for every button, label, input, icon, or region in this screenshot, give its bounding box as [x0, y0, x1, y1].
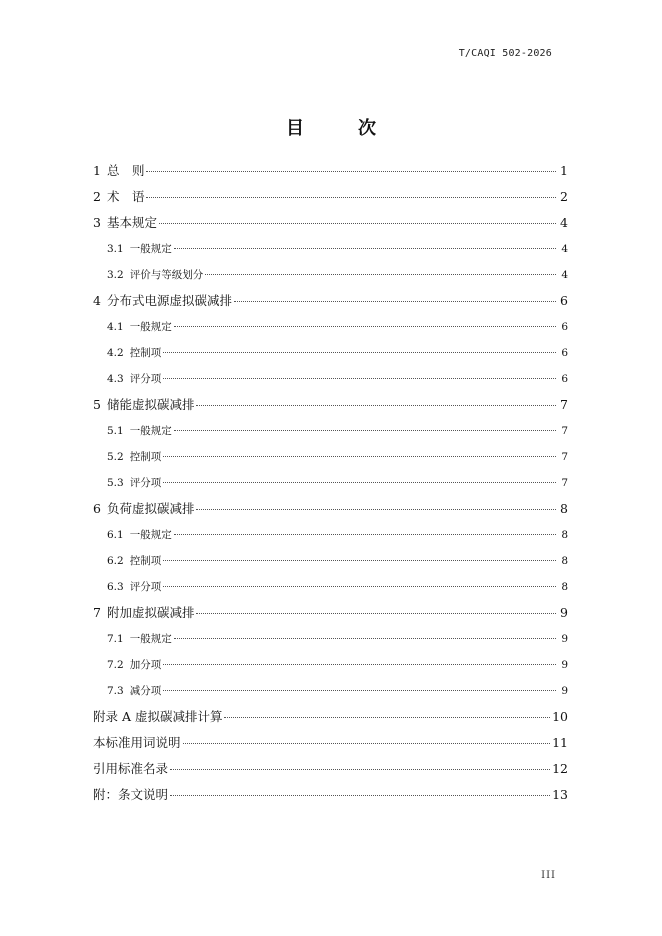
toc-entry-page: 8	[561, 581, 568, 593]
toc-entry-title: 评分项	[129, 477, 162, 489]
toc-entry-page: 8	[560, 501, 568, 516]
toc-entry[interactable]	[93, 262, 568, 288]
document-code: T/CAQI 502-2026	[458, 48, 552, 59]
dot-leader	[174, 638, 556, 639]
dot-leader	[174, 534, 556, 535]
toc-entry-number: 4.1	[107, 321, 124, 333]
toc-entry-title: 基本规定	[106, 215, 157, 230]
dot-leader	[224, 717, 550, 718]
toc-entry-page: 9	[561, 685, 568, 697]
toc-entry[interactable]	[93, 184, 568, 210]
toc-entry-page: 1	[560, 163, 568, 178]
toc-entry-title: 储能虚拟碳减排	[106, 397, 195, 412]
toc-entry[interactable]	[93, 704, 568, 730]
toc-entry[interactable]	[93, 496, 568, 522]
dot-leader	[174, 248, 556, 249]
toc-title: 目 次	[286, 118, 394, 139]
toc-entry[interactable]	[93, 548, 568, 574]
dot-leader	[163, 664, 556, 665]
toc-entry-page: 9	[561, 633, 568, 645]
toc-entry-title: 本标准用词说明	[93, 735, 181, 750]
toc-entry-number: 7.1	[107, 633, 124, 645]
toc-entry-number: 3	[93, 215, 101, 230]
toc-entry-number: 7.3	[107, 685, 124, 697]
toc-entry[interactable]	[93, 418, 568, 444]
toc-entry-page: 6	[561, 347, 568, 359]
toc-entry[interactable]	[93, 470, 568, 496]
dot-leader	[163, 482, 556, 483]
toc-entry[interactable]	[93, 366, 568, 392]
toc-entry-title: 控制项	[129, 451, 162, 463]
toc-entry-number: 6.1	[107, 529, 124, 541]
toc-entry-page: 13	[552, 787, 568, 802]
dot-leader	[196, 405, 556, 406]
toc-entry-page: 11	[552, 735, 568, 750]
toc-entry-number: 4	[93, 293, 101, 308]
toc-entry-title: 一般规定	[129, 321, 172, 333]
toc-entry-number: 7.2	[107, 659, 124, 671]
toc-entry[interactable]	[93, 756, 568, 782]
dot-leader	[170, 795, 550, 796]
toc-entry-page: 8	[561, 529, 568, 541]
toc-entry-number: 6.2	[107, 555, 124, 567]
dot-leader	[163, 586, 556, 587]
toc-entry-title: 控制项	[129, 555, 162, 567]
toc-entry-title: 评分项	[129, 373, 162, 385]
toc-entry-page: 4	[561, 269, 568, 281]
dot-leader	[196, 613, 556, 614]
toc-entry[interactable]	[93, 730, 568, 756]
toc-entry[interactable]	[93, 782, 568, 808]
dot-leader	[174, 326, 556, 327]
toc-entry-title: 负荷虚拟碳减排	[106, 501, 195, 516]
toc-entry-title: 附录 A 虚拟碳减排计算	[93, 709, 223, 724]
toc-entry-number: 4.3	[107, 373, 124, 385]
toc-entry-number: 5	[93, 397, 101, 412]
toc-entry-number: 2	[93, 189, 101, 204]
toc-entry-page: 4	[561, 243, 568, 255]
toc-entry[interactable]	[93, 236, 568, 262]
toc-entry-number: 6	[93, 501, 101, 516]
toc-entry-title: 一般规定	[129, 633, 172, 645]
toc-entry-page: 7	[561, 425, 568, 437]
dot-leader	[205, 274, 556, 275]
toc-entry-number: 3.2	[107, 269, 124, 281]
toc-entry-page: 10	[552, 709, 568, 724]
toc-entry-title: 控制项	[129, 347, 162, 359]
toc-entry-title: 减分项	[129, 685, 162, 697]
toc-entry[interactable]	[93, 314, 568, 340]
toc-entry[interactable]	[93, 522, 568, 548]
dot-leader	[196, 509, 556, 510]
toc-entry-title: 评分项	[129, 581, 162, 593]
toc-entry[interactable]	[93, 626, 568, 652]
toc-entry-title: 附加虚拟碳减排	[106, 605, 195, 620]
toc-entry-page: 7	[561, 451, 568, 463]
toc-entry[interactable]	[93, 444, 568, 470]
toc-entry[interactable]	[93, 574, 568, 600]
toc-entry-title: 引用标准名录	[93, 761, 169, 776]
dot-leader	[163, 352, 556, 353]
toc-entry-number: 1	[93, 163, 101, 178]
toc-entry-number: 5.3	[107, 477, 124, 489]
dot-leader	[163, 378, 556, 379]
toc-entry-title: 加分项	[129, 659, 162, 671]
toc-entry-title: 一般规定	[129, 425, 172, 437]
toc-entry-title: 总 则	[106, 163, 145, 178]
toc-entry-page: 2	[560, 189, 568, 204]
dot-leader	[146, 197, 556, 198]
toc-entry-page: 6	[561, 321, 568, 333]
toc-entry[interactable]	[93, 288, 568, 314]
toc-entry-number: 6.3	[107, 581, 124, 593]
toc-entry[interactable]	[93, 652, 568, 678]
dot-leader	[159, 223, 556, 224]
toc-entry[interactable]	[93, 158, 568, 184]
toc-entry-page: 9	[560, 605, 568, 620]
dot-leader	[146, 171, 556, 172]
dot-leader	[183, 743, 551, 744]
dot-leader	[163, 690, 556, 691]
toc-entry-page: 6	[561, 373, 568, 385]
toc-entry[interactable]	[93, 340, 568, 366]
toc-entry-number: 3.1	[107, 243, 124, 255]
toc-entry-page: 12	[552, 761, 568, 776]
table-of-contents	[93, 158, 568, 808]
toc-entry-number: 5.2	[107, 451, 124, 463]
dot-leader	[163, 560, 556, 561]
toc-entry[interactable]	[93, 392, 568, 418]
toc-entry-page: 6	[560, 293, 568, 308]
toc-entry-title: 分布式电源虚拟碳减排	[106, 293, 232, 308]
toc-entry-title: 附：条文说明	[93, 787, 169, 802]
page-number: III	[541, 870, 556, 881]
toc-entry-number: 4.2	[107, 347, 124, 359]
toc-entry-title: 一般规定	[129, 243, 172, 255]
dot-leader	[174, 430, 556, 431]
toc-entry-page: 4	[560, 215, 568, 230]
toc-entry-title: 一般规定	[129, 529, 172, 541]
dot-leader	[163, 456, 556, 457]
toc-entry[interactable]	[93, 600, 568, 626]
toc-entry-title: 术 语	[106, 189, 145, 204]
dot-leader	[234, 301, 556, 302]
toc-entry-number: 5.1	[107, 425, 124, 437]
toc-entry-page: 7	[561, 477, 568, 489]
toc-entry-title: 评价与等级划分	[129, 269, 204, 281]
dot-leader	[170, 769, 550, 770]
toc-entry-number: 7	[93, 605, 101, 620]
toc-entry[interactable]	[93, 678, 568, 704]
toc-entry-page: 9	[561, 659, 568, 671]
toc-entry-page: 7	[560, 397, 568, 412]
toc-entry-page: 8	[561, 555, 568, 567]
toc-entry[interactable]	[93, 210, 568, 236]
